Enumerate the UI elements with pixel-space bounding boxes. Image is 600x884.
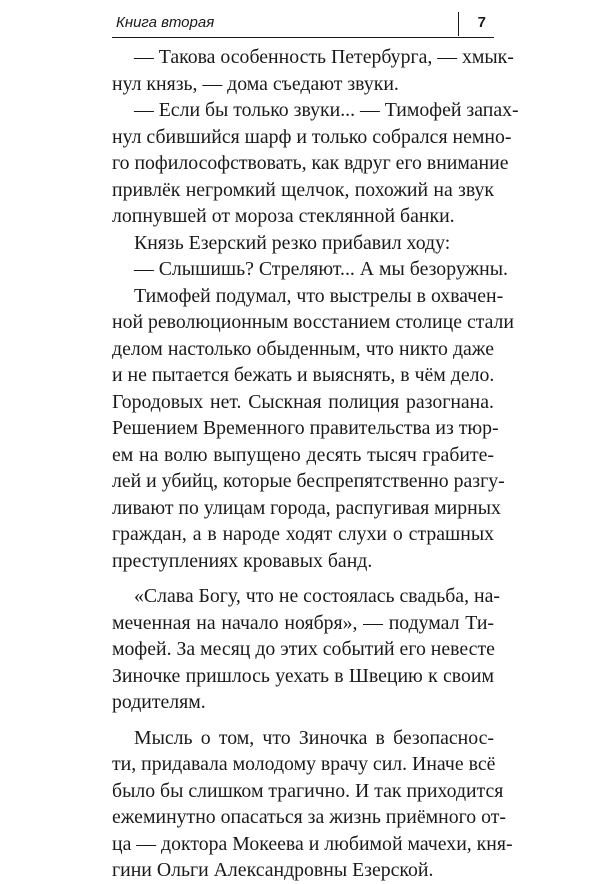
text-line: Князь Езерский резко прибавил ходу: (134, 231, 451, 254)
text-line: Городовых нет. Сыскная полиция разогнана. (112, 390, 494, 413)
text-line: лопнувшей от мороза стеклянной банки. (112, 205, 455, 227)
text-line: нул князь, — дома съедают звуки. (112, 72, 399, 95)
text-line: ца — доктора Мокеева и любимой мачехи, кня- (112, 832, 513, 855)
text-line: Тимофей подумал, что выстрелы в охвачен- (134, 284, 504, 307)
page-number: 7 (477, 14, 486, 31)
text-line: граждан, а в народе ходят слухи о страшных (112, 523, 494, 545)
text-line: меченная на начало ноября», — подумал Ти- (112, 611, 494, 634)
paragraph-gap (112, 574, 494, 583)
text-line: преступлениях кровавых банд. (112, 549, 373, 572)
header-divider (458, 12, 459, 36)
text-line: и не пытается бежать и выяснять, в чём дело. (112, 364, 495, 386)
text-line: ем на волю выпущено десять тысяч грабите- (112, 443, 494, 466)
text-line: — Если бы только звуки... — Тимофей запах- (134, 99, 519, 121)
running-header (112, 10, 494, 36)
paragraph-gap (112, 716, 494, 725)
text-line: ливают по улицам города, распугивая мирных (112, 496, 501, 519)
text-line: — Слышишь? Стреляют... А мы безоружны. (134, 258, 508, 280)
text-line: «Слава Богу, что не состоялась свадьба, на- (134, 585, 500, 607)
text-line: лей и убийц, которые беспрепятственно разгу- (112, 470, 505, 492)
text-line: ной революционным восстанием столице стали (112, 311, 515, 333)
header-rule (112, 37, 494, 38)
text-line: гини Ольги Александровны Езерской. (112, 859, 434, 881)
text-line: Мысль о том, что Зиночка в безопаснос- (134, 726, 494, 749)
text-line: делом настолько обыденным, что никто даже (112, 337, 494, 360)
text-line: го пофилософствовать, как вдруг его внимание (112, 152, 509, 174)
text-line: нул сбившийся шарф и только собрался немно- (112, 125, 512, 148)
text-line: ти, придавала молодому врачу сил. Иначе всё (112, 753, 496, 775)
text-line: родителям. (112, 691, 206, 713)
body-text (112, 44, 519, 884)
text-line: мофей. За месяц до этих событий его невесте (112, 638, 495, 660)
running-title: Книга вторая (116, 14, 215, 31)
text-line: — Такова особенность Петербурга, — хмык- (134, 46, 514, 68)
text-line: Зиночке пришлось уехать в Швецию к своим (112, 664, 494, 687)
text-line: привлёк негромкий щелчок, похожий на звук (112, 178, 494, 201)
text-line: Решением Временного правительства из тюр- (112, 417, 499, 439)
text-line: было бы слишком трагично. И так приходится (112, 779, 504, 802)
text-line: ежеминутно опасаться за жизнь приёмного от- (112, 806, 506, 828)
